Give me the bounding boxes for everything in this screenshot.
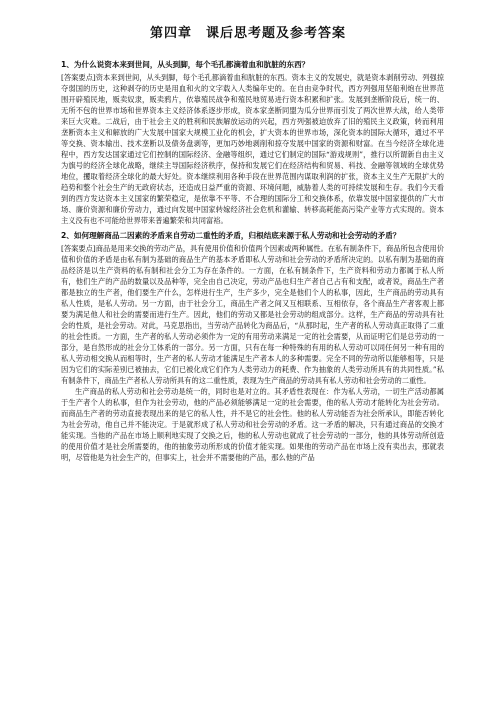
question-2-heading: 2、如何理解商品二因素的矛盾来自劳动二重性的矛盾，归根结底来源于私人劳动和社会劳动的矛盾？ bbox=[61, 231, 401, 240]
answer-2-paragraph-1: [答案要点]商品是用来交换的劳动产品，具有使用价值和价值两个因素或两种属性。在私有制条件下，商品所包含使用价值和价值的矛盾是由私有制为基础的商品生产的基本矛盾即私人劳动和社会劳动的矛盾所决定的。以私有制为基础的商品经济是以生产资料的私有制和社会分工为存在条件的。一方面，在私有制条件下，生产资料和劳动力都属于私人所有，他们生产的产品的数量以及品种等，完全由自己决定，劳动产品也归生产者自己占有和支配，或者说，商品生产者都是独立的生产者，他们要生产什么，怎样进行生产，生产多少，完全是他们个人的私事，因此，生产商品的劳动具有私人性质，是私人劳动。另一方面，由于社会分工，商品生产者之间又互相联系、互相依存，各个商品生产者客观上都要为满足他人和社会的需要而进行生产。因此，他们的劳动又都是社会劳动的组成部分。这样，生产商品的劳动具有社会的性质，是社会劳动。对此，马克思指出，当劳动产品转化为商品后，“从那时起，生产者的私人劳动真正取得了二重的社会性质。一方面，生产者的私人劳动必须作为一定的有用劳动来满足一定的社会需要，从而证明它们是总劳动的一部分，是自然形成的社会分工体系的一部分。另一方面，只有在每一种特殊的有用的私人劳动可以同任何另一种有用的私人劳动相交换从而相等时，生产者的私人劳动才能满足生产者本人的多种需要。完全不同的劳动所以能够相等，只是因为它们的实际差别已被抽去，它们已被化成它们作为人类劳动力的耗费、作为抽象的人类劳动所具有的共同性质。”私有制条件下，商品生产者私人劳动所具有的这二重性质，表现为生产商品的劳动具有私人劳动和社会劳动的二重性。 bbox=[61, 244, 444, 385]
answer-2-paragraph-2: 生产商品的私人劳动和社会劳动是统一的，同时也是对立的。其矛盾性表现在：作为私人劳动，一切生产活动都属于生产者个人的私事，但作为社会劳动，他的产品必须能够满足一定的社会需要，他的私人劳动才能转化为社会劳动。而商品生产者的劳动直接表现出来的是它的私人性，并不是它的社会性。他的私人劳动能否为社会所承认，即能否转化为社会劳动，他自己并不能决定。于是就形成了私人劳动和社会劳动的矛盾。这一矛盾的解决，只有通过商品的交换才能实现。当他的产品在市场上顺利地实现了交换之后，他的私人劳动也就成了社会劳动的一部分，他的具体劳动所创造的使用价值才是社会所需要的，他的抽象劳动所形成的价值才能实现。如果他的劳动产品在市场上没有卖出去，那就表明，尽管他是为社会生产的，但事实上，社会并不需要他的产品，那么他的产品 bbox=[61, 387, 444, 462]
document-body bbox=[61, 59, 444, 463]
chapter-title: 第四章 课后思考题及参考答案 bbox=[149, 26, 346, 41]
question-1-heading: 1、为什么说资本来到世间，从头到脚，每个毛孔都滴着血和肮脏的东西？ bbox=[61, 60, 310, 69]
answer-1-paragraph: [答案要点]资本来到世间，从头到脚，每个毛孔都滴着血和肮脏的东西。资本主义的发展史，就是资本剥削劳动、列强掠夺弱国的历史，这种剥夺的历史是用血和火的文字载入人类编年史的。在自由竞争时代，西方列强用坚船利炮在世界范围开辟殖民地，贩卖奴隶，贩卖鸦片，依靠殖民战争和殖民地贸易进行资本积累和扩张。发展到垄断阶段后，统一的、无所不包的世界市场和世界资本主义经济体系逐步形成，资本家垄断同盟为瓜分世界而引发了两次世界大战，给人类带来巨大灾难。二战后，由于社会主义的胜利和民族解放运动的兴起，西方列强被迫放弃了旧的殖民主义政策，转而利用垄断资本主义和解放的广大发展中国家大规模工业化的机会，扩大资本的世界市场，深化资本的国际大循环，通过不平等交换、资本输出、技术垄断以及债务盘剥等，更加巧妙地剥削和掠夺发展中国家的资源和财富。在当今经济全球化进程中，西方发达国家通过它们控制的国际经济、金融等组织，通过它们制定的国际“游戏规则”，推行以所谓新自由主义为旗号的经济全球化战略，继续主导国际经济秩序，保持和发展它们在经济结构和贸易、科技、金融等领域的全球优势地位，攫取着经济全球化的最大好处。资本继续利用各种手段在世界范围内谋取利润的扩张，资本主义生产无限扩大的趋势和整个社会生产的无政府状态，还造成日益严重的资源、环境问题，威胁着人类的可持续发展和生存。我们今天看到的西方发达资本主义国家的繁荣稳定，是依靠不平等、不合理的国际分工和交换体系，依靠发展中国家提供的广大市场、廉价资源和廉价劳动力，通过向发展中国家转嫁经济社会危机和灌输、转移高耗能高污染产业等方式实现的。资本主义没有也不可能给世界带来普遍繁荣和共同富裕。 bbox=[61, 73, 444, 225]
